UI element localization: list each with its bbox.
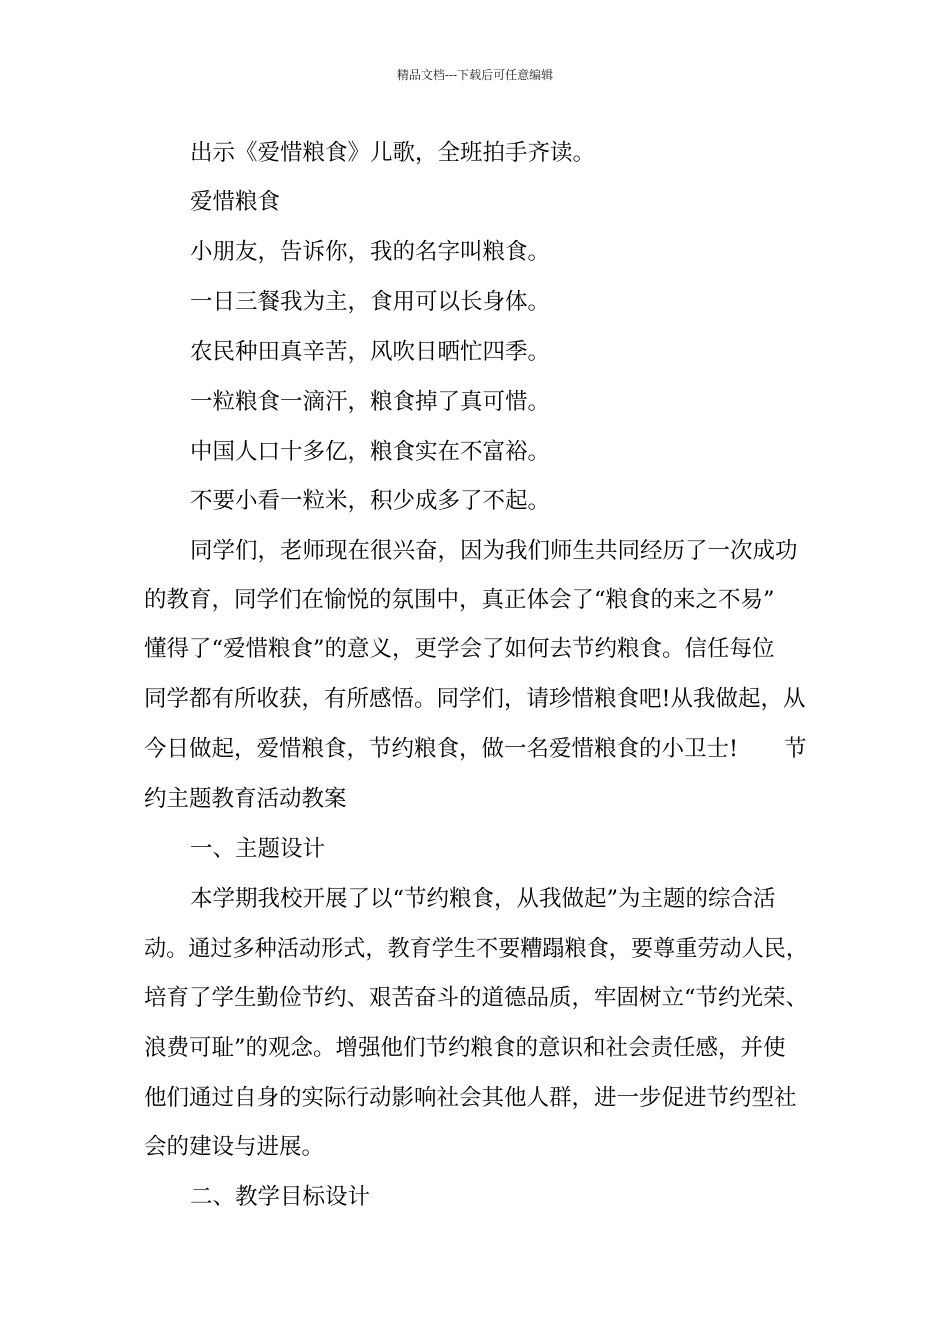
closing-paragraph-line: 同学都有所收获，有所感悟。同学们，请珍惜粮食吧!从我做起，从 xyxy=(144,686,806,712)
section-paragraph-line: 会的建设与进展。 xyxy=(144,1134,325,1160)
page-header: 精品文档---下载后可任意编辑 xyxy=(396,68,554,82)
section-paragraph-line: 动。通过多种活动形式，教育学生不要糟蹋粮食，要尊重劳动人民， xyxy=(144,936,809,962)
section-heading: 二、教学目标设计 xyxy=(190,1184,371,1210)
poem-line: 一粒粮食一滴汗，粮食掉了真可惜。 xyxy=(190,389,551,415)
title-start-fragment: 节 xyxy=(784,736,807,762)
closing-paragraph-line: 今日做起，爱惜粮食，节约粮食，做一名爱惜粮食的小卫士! xyxy=(144,736,739,762)
section-paragraph-line: 本学期我校开展了以“节约粮食，从我做起”为主题的综合活 xyxy=(190,886,776,912)
poem-title: 爱惜粮食 xyxy=(190,189,281,215)
section-paragraph-line: 培育了学生勤俭节约、艰苦奋斗的道德品质，牢固树立“节约光荣、 xyxy=(144,985,809,1011)
section-paragraph-line: 浪费可耻”的观念。增强他们节约粮食的意识和社会责任感，并使 xyxy=(144,1035,786,1061)
poem-line: 小朋友，告诉你，我的名字叫粮食。 xyxy=(190,239,551,265)
section-heading: 一、主题设计 xyxy=(190,836,326,862)
poem-line: 不要小看一粒米，积少成多了不起。 xyxy=(190,488,551,514)
closing-paragraph-line: 懂得了“爱惜粮食”的意义，更学会了如何去节约粮食。信任每位 xyxy=(144,636,775,662)
poem-line: 中国人口十多亿，粮食实在不富裕。 xyxy=(190,439,551,465)
closing-paragraph-line: 同学们，老师现在很兴奋，因为我们师生共同经历了一次成功 xyxy=(190,538,798,564)
poem-line: 农民种田真辛苦，风吹日晒忙四季。 xyxy=(190,339,551,365)
closing-paragraph-line: 的教育，同学们在愉悦的氛围中，真正体会了“粮食的来之不易” xyxy=(144,587,775,613)
section-paragraph-line: 他们通过自身的实际行动影响社会其他人群，进一步促进节约型社 xyxy=(144,1085,797,1111)
document-title-line: 约主题教育活动教案 xyxy=(144,786,347,812)
poem-line: 一日三餐我为主，食用可以长身体。 xyxy=(190,289,551,315)
poem-intro: 出示《爱惜粮食》儿歌，全班拍手齐读。 xyxy=(190,140,596,166)
